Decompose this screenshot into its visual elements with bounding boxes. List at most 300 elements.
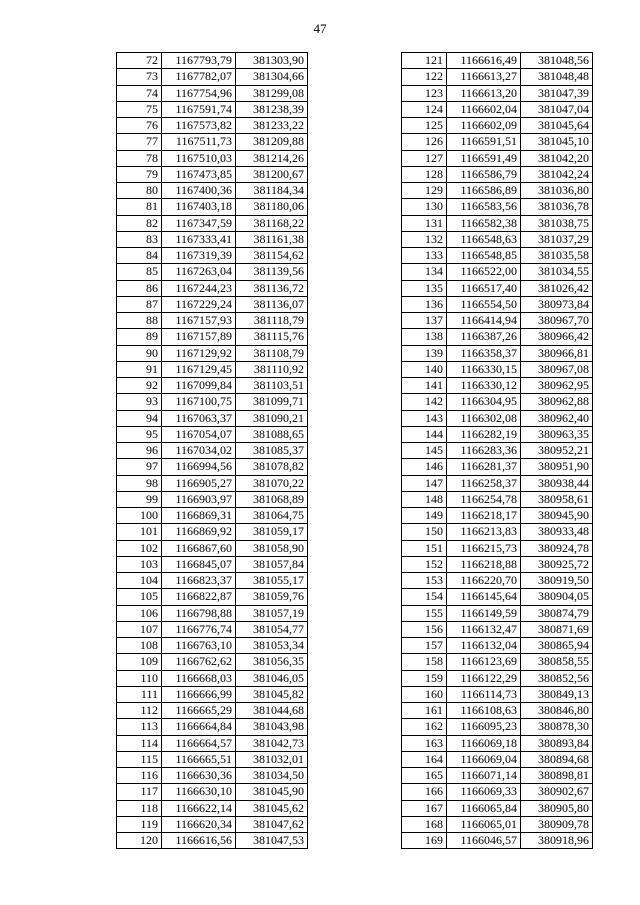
x-coordinate-cell: 1167403,18 (162, 199, 236, 215)
x-coordinate-cell: 1167319,39 (162, 248, 236, 264)
point-number-cell: 131 (402, 215, 447, 231)
table-row (117, 426, 308, 442)
y-coordinate-cell: 381088,65 (236, 426, 308, 442)
point-number-cell: 145 (402, 443, 447, 459)
x-coordinate-cell: 1166762,62 (162, 654, 236, 670)
table-row (402, 296, 593, 312)
table-row (117, 833, 308, 849)
table-row (117, 475, 308, 491)
x-coordinate-cell: 1167510,03 (162, 150, 236, 166)
x-coordinate-cell: 1166666,99 (162, 686, 236, 702)
y-coordinate-cell: 380938,44 (521, 475, 593, 491)
point-number-cell: 150 (402, 524, 447, 540)
table-row (117, 573, 308, 589)
table-row (402, 378, 593, 394)
y-coordinate-cell: 381053,34 (236, 638, 308, 654)
point-number-cell: 164 (402, 751, 447, 767)
y-coordinate-cell: 381036,78 (521, 199, 593, 215)
y-coordinate-cell: 381099,71 (236, 394, 308, 410)
point-number-cell: 105 (117, 589, 162, 605)
point-number-cell: 167 (402, 800, 447, 816)
x-coordinate-cell: 1166620,34 (162, 816, 236, 832)
y-coordinate-cell: 381047,04 (521, 101, 593, 117)
point-number-cell: 98 (117, 475, 162, 491)
table-row (402, 573, 593, 589)
x-coordinate-cell: 1166586,89 (447, 183, 521, 199)
point-number-cell: 112 (117, 703, 162, 719)
table-row (402, 800, 593, 816)
x-coordinate-cell: 1166548,63 (447, 231, 521, 247)
y-coordinate-cell: 381090,21 (236, 410, 308, 426)
point-number-cell: 139 (402, 345, 447, 361)
y-coordinate-cell: 381048,56 (521, 53, 593, 69)
y-coordinate-cell: 381110,92 (236, 361, 308, 377)
x-coordinate-cell: 1166358,37 (447, 345, 521, 361)
table-row (402, 621, 593, 637)
table-row (402, 475, 593, 491)
x-coordinate-cell: 1166254,78 (447, 491, 521, 507)
y-coordinate-cell: 381044,68 (236, 703, 308, 719)
table-row (117, 85, 308, 101)
table-row (402, 833, 593, 849)
y-coordinate-cell: 381209,88 (236, 134, 308, 150)
point-number-cell: 100 (117, 508, 162, 524)
y-coordinate-cell: 381233,22 (236, 118, 308, 134)
x-coordinate-cell: 1166613,27 (447, 69, 521, 85)
y-coordinate-cell: 381070,22 (236, 475, 308, 491)
x-coordinate-cell: 1166616,49 (447, 53, 521, 69)
y-coordinate-cell: 380871,69 (521, 621, 593, 637)
point-number-cell: 79 (117, 166, 162, 182)
y-coordinate-cell: 381103,51 (236, 378, 308, 394)
x-coordinate-cell: 1166281,37 (447, 459, 521, 475)
table-row (402, 361, 593, 377)
point-number-cell: 114 (117, 735, 162, 751)
x-coordinate-cell: 1166258,37 (447, 475, 521, 491)
x-coordinate-cell: 1166869,92 (162, 524, 236, 540)
point-number-cell: 161 (402, 703, 447, 719)
table-row (402, 459, 593, 475)
y-coordinate-cell: 380894,68 (521, 751, 593, 767)
y-coordinate-cell: 380966,42 (521, 329, 593, 345)
y-coordinate-cell: 381136,72 (236, 280, 308, 296)
table-row (117, 231, 308, 247)
point-number-cell: 143 (402, 410, 447, 426)
point-number-cell: 156 (402, 621, 447, 637)
y-coordinate-cell: 380958,61 (521, 491, 593, 507)
point-number-cell: 74 (117, 85, 162, 101)
point-number-cell: 92 (117, 378, 162, 394)
y-coordinate-cell: 381042,24 (521, 166, 593, 182)
x-coordinate-cell: 1166845,07 (162, 556, 236, 572)
x-coordinate-cell: 1166616,56 (162, 833, 236, 849)
table-row (402, 313, 593, 329)
x-coordinate-cell: 1167034,02 (162, 443, 236, 459)
point-number-cell: 162 (402, 719, 447, 735)
table-row (117, 784, 308, 800)
point-number-cell: 125 (402, 118, 447, 134)
table-row (402, 248, 593, 264)
table-row (117, 800, 308, 816)
point-number-cell: 94 (117, 410, 162, 426)
y-coordinate-cell: 381045,64 (521, 118, 593, 134)
table-row (117, 751, 308, 767)
x-coordinate-cell: 1166664,57 (162, 735, 236, 751)
y-coordinate-cell: 380962,88 (521, 394, 593, 410)
point-number-cell: 152 (402, 556, 447, 572)
x-coordinate-cell: 1166065,01 (447, 816, 521, 832)
table-row (117, 816, 308, 832)
x-coordinate-cell: 1166554,50 (447, 296, 521, 312)
table-row (402, 784, 593, 800)
x-coordinate-cell: 1166218,88 (447, 556, 521, 572)
x-coordinate-cell: 1167782,07 (162, 69, 236, 85)
point-number-cell: 137 (402, 313, 447, 329)
point-number-cell: 97 (117, 459, 162, 475)
point-number-cell: 85 (117, 264, 162, 280)
y-coordinate-cell: 380945,90 (521, 508, 593, 524)
x-coordinate-cell: 1166108,63 (447, 703, 521, 719)
y-coordinate-cell: 381047,62 (236, 816, 308, 832)
point-number-cell: 158 (402, 654, 447, 670)
y-coordinate-cell: 381045,62 (236, 800, 308, 816)
y-coordinate-cell: 381068,89 (236, 491, 308, 507)
y-coordinate-cell: 380904,05 (521, 589, 593, 605)
point-number-cell: 132 (402, 231, 447, 247)
point-number-cell: 83 (117, 231, 162, 247)
point-number-cell: 149 (402, 508, 447, 524)
table-row (402, 491, 593, 507)
y-coordinate-cell: 380933,48 (521, 524, 593, 540)
x-coordinate-cell: 1167473,85 (162, 166, 236, 182)
x-coordinate-cell: 1167063,37 (162, 410, 236, 426)
y-coordinate-cell: 381045,90 (236, 784, 308, 800)
point-number-cell: 110 (117, 670, 162, 686)
point-number-cell: 72 (117, 53, 162, 69)
x-coordinate-cell: 1166822,87 (162, 589, 236, 605)
table-row (117, 459, 308, 475)
y-coordinate-cell: 381184,34 (236, 183, 308, 199)
table-row (402, 540, 593, 556)
point-number-cell: 84 (117, 248, 162, 264)
table-row (402, 85, 593, 101)
y-coordinate-cell: 380963,35 (521, 426, 593, 442)
x-coordinate-cell: 1167263,04 (162, 264, 236, 280)
point-number-cell: 111 (117, 686, 162, 702)
point-number-cell: 87 (117, 296, 162, 312)
table-row (117, 686, 308, 702)
point-number-cell: 136 (402, 296, 447, 312)
y-coordinate-cell: 381047,53 (236, 833, 308, 849)
y-coordinate-cell: 381139,56 (236, 264, 308, 280)
point-number-cell: 126 (402, 134, 447, 150)
y-coordinate-cell: 381034,55 (521, 264, 593, 280)
x-coordinate-cell: 1166132,47 (447, 621, 521, 637)
y-coordinate-cell: 380951,90 (521, 459, 593, 475)
point-number-cell: 103 (117, 556, 162, 572)
point-number-cell: 88 (117, 313, 162, 329)
y-coordinate-cell: 380966,81 (521, 345, 593, 361)
table-row (117, 540, 308, 556)
x-coordinate-cell: 1166630,10 (162, 784, 236, 800)
table-row (117, 150, 308, 166)
x-coordinate-cell: 1166776,74 (162, 621, 236, 637)
y-coordinate-cell: 381042,73 (236, 735, 308, 751)
x-coordinate-cell: 1166867,60 (162, 540, 236, 556)
point-number-cell: 93 (117, 394, 162, 410)
table-row (402, 735, 593, 751)
table-row (402, 183, 593, 199)
y-coordinate-cell: 381078,82 (236, 459, 308, 475)
x-coordinate-cell: 1166905,27 (162, 475, 236, 491)
point-number-cell: 73 (117, 69, 162, 85)
point-number-cell: 148 (402, 491, 447, 507)
table-row (402, 768, 593, 784)
x-coordinate-cell: 1166132,04 (447, 638, 521, 654)
x-coordinate-cell: 1167244,23 (162, 280, 236, 296)
table-row (402, 215, 593, 231)
y-coordinate-cell: 381037,29 (521, 231, 593, 247)
x-coordinate-cell: 1166665,29 (162, 703, 236, 719)
table-row (117, 589, 308, 605)
y-coordinate-cell: 381064,75 (236, 508, 308, 524)
table-row (402, 199, 593, 215)
y-coordinate-cell: 380893,84 (521, 735, 593, 751)
y-coordinate-cell: 381036,80 (521, 183, 593, 199)
x-coordinate-cell: 1166069,18 (447, 735, 521, 751)
table-row (117, 166, 308, 182)
y-coordinate-cell: 381057,84 (236, 556, 308, 572)
x-coordinate-cell: 1167229,24 (162, 296, 236, 312)
y-coordinate-cell: 380967,08 (521, 361, 593, 377)
y-coordinate-cell: 380905,80 (521, 800, 593, 816)
point-number-cell: 86 (117, 280, 162, 296)
y-coordinate-cell: 381038,75 (521, 215, 593, 231)
point-number-cell: 99 (117, 491, 162, 507)
y-coordinate-cell: 381057,19 (236, 605, 308, 621)
table-row (402, 134, 593, 150)
x-coordinate-cell: 1166583,56 (447, 199, 521, 215)
x-coordinate-cell: 1167591,74 (162, 101, 236, 117)
table-row (117, 53, 308, 69)
y-coordinate-cell: 381034,50 (236, 768, 308, 784)
point-number-cell: 146 (402, 459, 447, 475)
table-row (402, 166, 593, 182)
point-number-cell: 154 (402, 589, 447, 605)
x-coordinate-cell: 1166114,73 (447, 686, 521, 702)
x-coordinate-cell: 1167400,36 (162, 183, 236, 199)
y-coordinate-cell: 381299,08 (236, 85, 308, 101)
y-coordinate-cell: 381032,01 (236, 751, 308, 767)
x-coordinate-cell: 1166668,03 (162, 670, 236, 686)
table-row (402, 556, 593, 572)
x-coordinate-cell: 1166665,51 (162, 751, 236, 767)
y-coordinate-cell: 380902,67 (521, 784, 593, 800)
table-row (117, 329, 308, 345)
table-row (117, 605, 308, 621)
y-coordinate-cell: 381200,67 (236, 166, 308, 182)
point-number-cell: 160 (402, 686, 447, 702)
table-row (117, 556, 308, 572)
table-row (117, 69, 308, 85)
point-number-cell: 95 (117, 426, 162, 442)
point-number-cell: 117 (117, 784, 162, 800)
x-coordinate-cell: 1166602,04 (447, 101, 521, 117)
point-number-cell: 101 (117, 524, 162, 540)
table-row (117, 199, 308, 215)
point-number-cell: 80 (117, 183, 162, 199)
y-coordinate-cell: 381042,20 (521, 150, 593, 166)
table-row (117, 703, 308, 719)
y-coordinate-cell: 381304,66 (236, 69, 308, 85)
x-coordinate-cell: 1167793,79 (162, 53, 236, 69)
point-number-cell: 89 (117, 329, 162, 345)
point-number-cell: 118 (117, 800, 162, 816)
table-row (402, 654, 593, 670)
table-row (117, 101, 308, 117)
y-coordinate-cell: 381154,62 (236, 248, 308, 264)
x-coordinate-cell: 1166823,37 (162, 573, 236, 589)
y-coordinate-cell: 380874,79 (521, 605, 593, 621)
y-coordinate-cell: 381045,82 (236, 686, 308, 702)
table-row (402, 101, 593, 117)
table-row (402, 508, 593, 524)
x-coordinate-cell: 1166622,14 (162, 800, 236, 816)
table-row (402, 280, 593, 296)
y-coordinate-cell: 381168,22 (236, 215, 308, 231)
point-number-cell: 107 (117, 621, 162, 637)
point-number-cell: 155 (402, 605, 447, 621)
y-coordinate-cell: 381058,90 (236, 540, 308, 556)
y-coordinate-cell: 381046,05 (236, 670, 308, 686)
x-coordinate-cell: 1167100,75 (162, 394, 236, 410)
point-number-cell: 138 (402, 329, 447, 345)
table-row (402, 345, 593, 361)
y-coordinate-cell: 380952,21 (521, 443, 593, 459)
y-coordinate-cell: 381045,10 (521, 134, 593, 150)
x-coordinate-cell: 1166302,08 (447, 410, 521, 426)
x-coordinate-cell: 1166330,12 (447, 378, 521, 394)
x-coordinate-cell: 1166602,09 (447, 118, 521, 134)
y-coordinate-cell: 381136,07 (236, 296, 308, 312)
y-coordinate-cell: 381035,58 (521, 248, 593, 264)
x-coordinate-cell: 1166763,10 (162, 638, 236, 654)
x-coordinate-cell: 1166046,57 (447, 833, 521, 849)
x-coordinate-cell: 1167347,59 (162, 215, 236, 231)
x-coordinate-cell: 1166215,73 (447, 540, 521, 556)
point-number-cell: 76 (117, 118, 162, 134)
table-row (117, 134, 308, 150)
point-number-cell: 135 (402, 280, 447, 296)
point-number-cell: 130 (402, 199, 447, 215)
x-coordinate-cell: 1166414,94 (447, 313, 521, 329)
x-coordinate-cell: 1166282,19 (447, 426, 521, 442)
x-coordinate-cell: 1166582,38 (447, 215, 521, 231)
x-coordinate-cell: 1166517,40 (447, 280, 521, 296)
table-row (402, 670, 593, 686)
point-number-cell: 81 (117, 199, 162, 215)
point-number-cell: 133 (402, 248, 447, 264)
point-number-cell: 90 (117, 345, 162, 361)
table-row (402, 264, 593, 280)
y-coordinate-cell: 381056,35 (236, 654, 308, 670)
y-coordinate-cell: 381303,90 (236, 53, 308, 69)
x-coordinate-cell: 1166149,59 (447, 605, 521, 621)
table-row (117, 118, 308, 134)
point-number-cell: 128 (402, 166, 447, 182)
y-coordinate-cell: 380924,78 (521, 540, 593, 556)
table-row (402, 231, 593, 247)
point-number-cell: 144 (402, 426, 447, 442)
point-number-cell: 166 (402, 784, 447, 800)
y-coordinate-cell: 380962,95 (521, 378, 593, 394)
x-coordinate-cell: 1166218,17 (447, 508, 521, 524)
x-coordinate-cell: 1166869,31 (162, 508, 236, 524)
point-number-cell: 129 (402, 183, 447, 199)
table-row (117, 719, 308, 735)
table-row (402, 686, 593, 702)
table-row (402, 394, 593, 410)
point-number-cell: 134 (402, 264, 447, 280)
x-coordinate-cell: 1166630,36 (162, 768, 236, 784)
table-row (402, 605, 593, 621)
table-row (402, 751, 593, 767)
y-coordinate-cell: 380967,70 (521, 313, 593, 329)
table-row (117, 280, 308, 296)
y-coordinate-cell: 381238,39 (236, 101, 308, 117)
point-number-cell: 78 (117, 150, 162, 166)
y-coordinate-cell: 381047,39 (521, 85, 593, 101)
x-coordinate-cell: 1166069,33 (447, 784, 521, 800)
x-coordinate-cell: 1166304,95 (447, 394, 521, 410)
x-coordinate-cell: 1167157,89 (162, 329, 236, 345)
table-row (117, 638, 308, 654)
table-row (402, 150, 593, 166)
y-coordinate-cell: 381043,98 (236, 719, 308, 735)
y-coordinate-cell: 380852,56 (521, 670, 593, 686)
y-coordinate-cell: 381055,17 (236, 573, 308, 589)
point-number-cell: 123 (402, 85, 447, 101)
table-row (117, 524, 308, 540)
x-coordinate-cell: 1166220,70 (447, 573, 521, 589)
point-number-cell: 153 (402, 573, 447, 589)
y-coordinate-cell: 381026,42 (521, 280, 593, 296)
table-row (402, 816, 593, 832)
table-row (402, 638, 593, 654)
table-row (402, 589, 593, 605)
point-number-cell: 116 (117, 768, 162, 784)
x-coordinate-cell: 1167099,84 (162, 378, 236, 394)
table-row (117, 248, 308, 264)
table-row (402, 69, 593, 85)
x-coordinate-cell: 1166065,84 (447, 800, 521, 816)
x-coordinate-cell: 1166613,20 (447, 85, 521, 101)
table-row (402, 410, 593, 426)
table-row (402, 118, 593, 134)
x-coordinate-cell: 1167129,45 (162, 361, 236, 377)
y-coordinate-cell: 380909,78 (521, 816, 593, 832)
x-coordinate-cell: 1166548,85 (447, 248, 521, 264)
y-coordinate-cell: 381108,79 (236, 345, 308, 361)
point-number-cell: 102 (117, 540, 162, 556)
x-coordinate-cell: 1166798,88 (162, 605, 236, 621)
point-number-cell: 108 (117, 638, 162, 654)
point-number-cell: 119 (117, 816, 162, 832)
point-number-cell: 168 (402, 816, 447, 832)
y-coordinate-cell: 381059,17 (236, 524, 308, 540)
point-number-cell: 151 (402, 540, 447, 556)
y-coordinate-cell: 381085,37 (236, 443, 308, 459)
